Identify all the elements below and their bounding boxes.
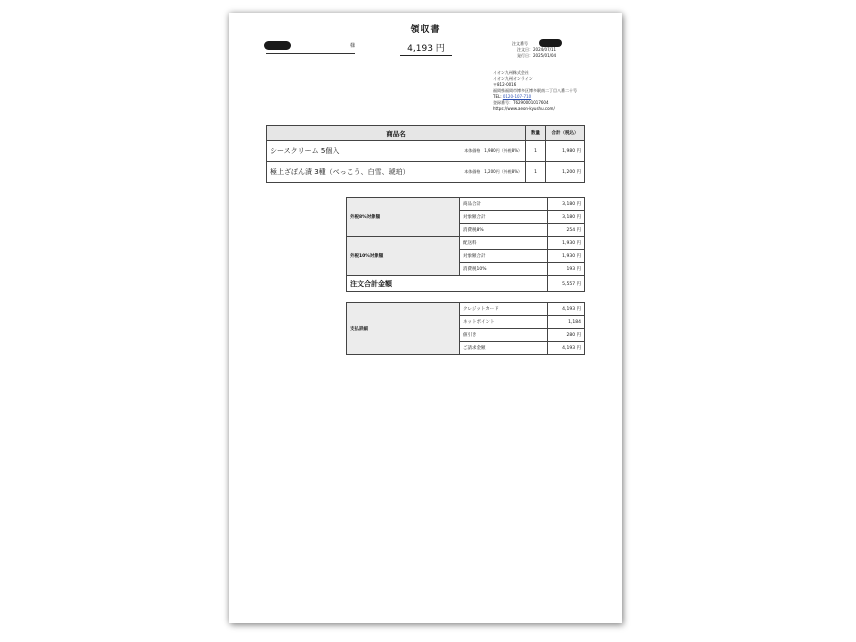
payment-group-label: 支払詳細 xyxy=(347,303,460,355)
order-meta xyxy=(512,41,556,59)
header-total: 合計（税込） xyxy=(546,126,585,141)
payment-row-label: 値引き xyxy=(460,329,548,342)
payment-details-table xyxy=(346,302,585,355)
item-total: 1,200 円 xyxy=(546,162,585,183)
order-number-label: 注文番号 xyxy=(512,41,528,46)
item-total: 1,980 円 xyxy=(546,141,585,162)
items-table xyxy=(266,125,585,183)
payment-row-value: 280 円 xyxy=(548,329,585,342)
company-info xyxy=(493,70,577,112)
tel-label: TEL: xyxy=(493,94,503,99)
tax-row-label: 配送料 xyxy=(460,237,548,250)
store-name: イオン九州オンライン xyxy=(493,76,533,81)
table-row xyxy=(267,141,585,162)
company-address: 福岡県福岡市博多区博多駅南二丁目八番二十号 xyxy=(493,88,577,93)
registration-number: 登録番号：T6290001017604 xyxy=(493,100,549,105)
receipt-title: 領収書 xyxy=(410,25,441,35)
tax8-group-label: 外税8%対象額 xyxy=(347,198,460,237)
tax-row-value: 3,180 円 xyxy=(548,211,585,224)
tax-row-value: 1,930 円 xyxy=(548,237,585,250)
company-name: イオン九州株式会社 xyxy=(493,70,529,75)
order-total-row xyxy=(347,276,585,292)
tax-row-value: 1,930 円 xyxy=(548,250,585,263)
item-unit-price: 本体価格 1,980円（外税8%） xyxy=(446,141,525,162)
tax-summary-table xyxy=(346,197,585,292)
payment-row-value: 4,193 円 xyxy=(548,342,585,355)
issue-date: 発行日：2025/01/04 xyxy=(517,53,557,58)
order-total-label: 注文合計金額 xyxy=(347,276,548,292)
receipt-page xyxy=(229,13,622,623)
tax-row-value: 254 円 xyxy=(548,224,585,237)
tax-row-label: 消費税10% xyxy=(460,263,548,276)
item-name: 極上ざぼん漬 3種（べっこう、白雪、琥珀） xyxy=(267,162,447,183)
payment-row-value: 4,193 円 xyxy=(548,303,585,316)
table-row xyxy=(347,303,585,316)
items-header-row xyxy=(267,126,585,141)
order-date: 注文日：2024/07/11 xyxy=(517,47,557,52)
header-quantity: 数量 xyxy=(526,126,546,141)
item-quantity: 1 xyxy=(526,162,546,183)
payment-row-label: クレジットカード xyxy=(460,303,548,316)
tax-row-label: 消費税8% xyxy=(460,224,548,237)
company-url[interactable]: https://www.aeon-kyushu.com/ xyxy=(493,106,555,111)
tax-row-value: 193 円 xyxy=(548,263,585,276)
customer-suffix: 様 xyxy=(350,43,356,49)
table-row xyxy=(267,162,585,183)
header-product-name: 商品名 xyxy=(267,126,526,141)
tax-row-label: 対象額合計 xyxy=(460,250,548,263)
tax-row-value: 3,180 円 xyxy=(548,198,585,211)
tax-row-label: 商品合計 xyxy=(460,198,548,211)
table-row xyxy=(347,198,585,211)
tax-row-label: 対象額合計 xyxy=(460,211,548,224)
table-row xyxy=(347,237,585,250)
postal-code: 〒812-0016 xyxy=(493,82,517,87)
payment-row-label: ご請求金額 xyxy=(460,342,548,355)
customer-name-line xyxy=(266,45,355,54)
receipt-amount: 4,193 円 xyxy=(400,41,452,56)
payment-row-label: ネットポイント xyxy=(460,316,548,329)
item-name: シースクリーム 5個入 xyxy=(267,141,447,162)
payment-row-value: 1,184 xyxy=(548,316,585,329)
order-total-value: 5,557 円 xyxy=(548,276,585,292)
item-quantity: 1 xyxy=(526,141,546,162)
item-unit-price: 本体価格 1,200円（外税8%） xyxy=(446,162,525,183)
tax10-group-label: 外税10%対象額 xyxy=(347,237,460,276)
tel-link[interactable]: 0120-107-710 xyxy=(502,94,532,99)
